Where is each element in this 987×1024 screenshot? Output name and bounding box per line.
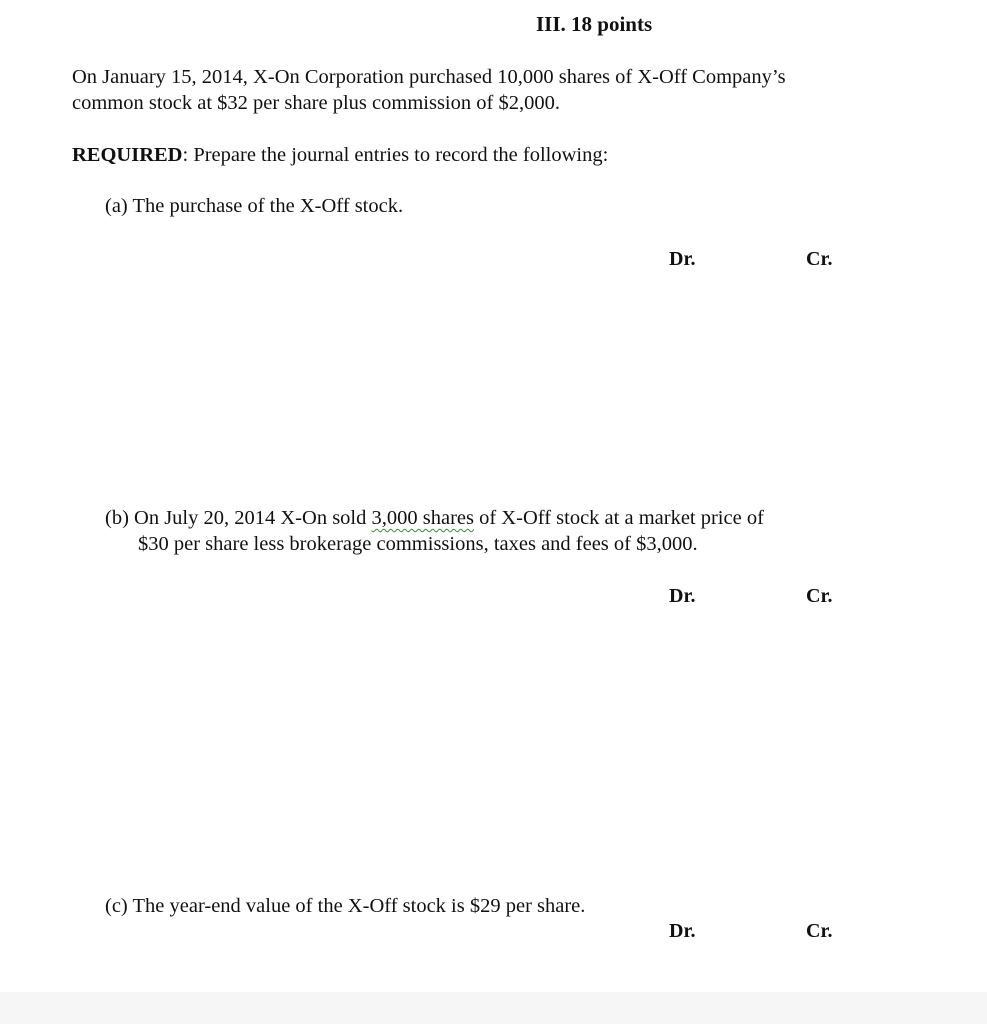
section-heading: III. 18 points: [536, 12, 653, 36]
part-c-debit-header: Dr.: [669, 920, 696, 942]
part-b-credit-header: Cr.: [806, 585, 833, 607]
part-b-debit-header: Dr.: [669, 585, 696, 607]
part-b-prompt: [105, 505, 764, 557]
page-footer-band: [0, 992, 987, 1024]
part-c-prompt: (c) The year-end value of the X-Off stock is $29 per share.: [105, 895, 586, 917]
part-b-prefix: (b) On July 20, 2014 X-On sold: [105, 507, 372, 529]
part-a-debit-header: Dr.: [669, 248, 696, 270]
part-a-credit-header: Cr.: [806, 248, 833, 270]
part-b-line-2: $30 per share less brokerage commissions, taxes and fees of $3,000.: [138, 533, 698, 555]
part-b-suffix: of X-Off stock at a market price of: [473, 507, 764, 529]
required-text: : Prepare the journal entries to record the following:: [182, 144, 609, 166]
spellcheck-flagged-text: 3,000 shares: [371, 507, 474, 529]
required-label: REQUIRED: [72, 144, 183, 166]
part-a-prompt: (a) The purchase of the X-Off stock.: [105, 195, 404, 217]
intro-line-2: common stock at $32 per share plus commission of $2,000.: [72, 92, 560, 114]
part-c-credit-header: Cr.: [806, 920, 833, 942]
required-instruction: [72, 142, 608, 168]
part-b-line-1: [105, 505, 764, 531]
problem-intro: [72, 64, 786, 116]
intro-line-1: On January 15, 2014, X-On Corporation purchased 10,000 shares of X-Off Company’s: [72, 66, 786, 88]
